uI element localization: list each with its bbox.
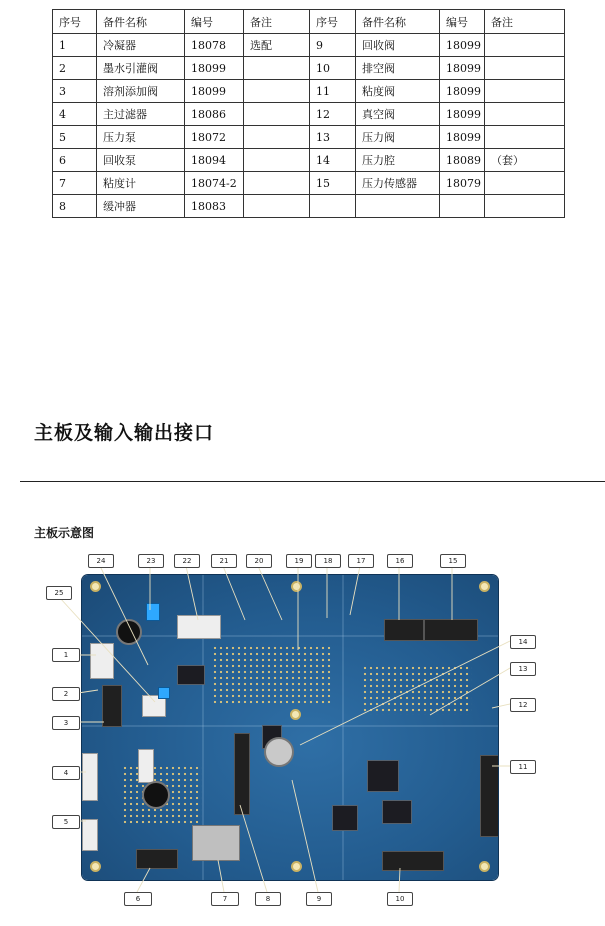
callout-22: 22: [174, 554, 200, 568]
table-header-cell: 序号: [53, 10, 97, 34]
section-divider: [20, 481, 605, 482]
table-cell: 真空阀: [356, 103, 440, 126]
table-cell: [244, 103, 310, 126]
callout-20: 20: [246, 554, 272, 568]
table-cell: [440, 195, 485, 218]
callout-3: 3: [52, 716, 80, 730]
table-row: [53, 149, 565, 172]
callout-24: 24: [88, 554, 114, 568]
table-cell: [244, 195, 310, 218]
table-cell: 18083: [185, 195, 244, 218]
table-cell: 18078: [185, 34, 244, 57]
table-cell: 18079: [440, 172, 485, 195]
table-cell: 墨水引灌阀: [97, 57, 185, 80]
callout-7: 7: [211, 892, 239, 906]
table-cell: 压力传感器: [356, 172, 440, 195]
callout-12: 12: [510, 698, 536, 712]
callout-18: 18: [315, 554, 341, 568]
table-cell: 压力腔: [356, 149, 440, 172]
table-header-cell: 备件名称: [356, 10, 440, 34]
table-cell: 粘度阀: [356, 80, 440, 103]
table-cell: 选配: [244, 34, 310, 57]
callout-17: 17: [348, 554, 374, 568]
table-header-row: [53, 10, 565, 34]
callout-23: 23: [138, 554, 164, 568]
table-cell: 压力泵: [97, 126, 185, 149]
callout-5: 5: [52, 815, 80, 829]
callout-9: 9: [306, 892, 332, 906]
table-cell: 18099: [185, 80, 244, 103]
table-cell: 18099: [440, 126, 485, 149]
table-cell: （套）: [485, 149, 565, 172]
table-cell: 18086: [185, 103, 244, 126]
table-cell: [485, 80, 565, 103]
table-row: [53, 126, 565, 149]
table-cell: 缓冲器: [97, 195, 185, 218]
table-row: [53, 172, 565, 195]
table-cell: [244, 172, 310, 195]
table-row: [53, 80, 565, 103]
table-cell: 3: [53, 80, 97, 103]
callout-11: 11: [510, 760, 536, 774]
callout-14: 14: [510, 635, 536, 649]
table-cell: 11: [310, 80, 356, 103]
table-cell: 5: [53, 126, 97, 149]
table-cell: 冷凝器: [97, 34, 185, 57]
callout-13: 13: [510, 662, 536, 676]
table-cell: [244, 80, 310, 103]
mount-hole: [479, 581, 490, 592]
table-header-cell: 序号: [310, 10, 356, 34]
callout-8: 8: [255, 892, 281, 906]
table-cell: [485, 195, 565, 218]
table-cell: 15: [310, 172, 356, 195]
table-cell: 压力阀: [356, 126, 440, 149]
mount-hole: [291, 581, 302, 592]
section-title: 主板及输入输出接口: [34, 422, 215, 444]
table-cell: 18089: [440, 149, 485, 172]
table-header-cell: 编号: [185, 10, 244, 34]
mount-hole: [291, 861, 302, 872]
table-cell: [485, 126, 565, 149]
table-cell: [485, 103, 565, 126]
table-cell: 18099: [440, 103, 485, 126]
table-cell: 13: [310, 126, 356, 149]
diagram-title: 主板示意图: [34, 526, 95, 540]
table-cell: 溶剂添加阀: [97, 80, 185, 103]
mount-hole: [90, 581, 101, 592]
table-cell: [310, 195, 356, 218]
callout-21: 21: [211, 554, 237, 568]
table-cell: 18099: [440, 80, 485, 103]
table-cell: [485, 34, 565, 57]
mount-hole: [479, 861, 490, 872]
table-header-cell: 备注: [244, 10, 310, 34]
table-cell: 排空阀: [356, 57, 440, 80]
table-cell: 18099: [440, 57, 485, 80]
parts-table: [52, 9, 565, 218]
table-cell: 9: [310, 34, 356, 57]
callout-16: 16: [387, 554, 413, 568]
table-cell: 18099: [440, 34, 485, 57]
table-cell: 粘度计: [97, 172, 185, 195]
callout-25: 25: [46, 586, 72, 600]
callout-6: 6: [124, 892, 152, 906]
table-body: [53, 34, 565, 218]
callout-2: 2: [52, 687, 80, 701]
table-cell: 18094: [185, 149, 244, 172]
table-cell: 2: [53, 57, 97, 80]
table-cell: 18074-2: [185, 172, 244, 195]
table-header-cell: 编号: [440, 10, 485, 34]
table-cell: 回收泵: [97, 149, 185, 172]
table-cell: 主过滤器: [97, 103, 185, 126]
table-cell: [356, 195, 440, 218]
callout-10: 10: [387, 892, 413, 906]
callout-4: 4: [52, 766, 80, 780]
callout-19: 19: [286, 554, 312, 568]
table-row: [53, 103, 565, 126]
main-board-image: [82, 575, 498, 880]
table-row: [53, 195, 565, 218]
table-header-cell: 备注: [485, 10, 565, 34]
table-cell: [485, 172, 565, 195]
mount-hole: [90, 861, 101, 872]
callout-1: 1: [52, 648, 80, 662]
table-cell: [244, 57, 310, 80]
table-header-cell: 备件名称: [97, 10, 185, 34]
mount-hole: [290, 709, 301, 720]
table-row: [53, 34, 565, 57]
table-cell: 6: [53, 149, 97, 172]
table-cell: 回收阀: [356, 34, 440, 57]
table-cell: 1: [53, 34, 97, 57]
table-cell: 4: [53, 103, 97, 126]
table-cell: [244, 149, 310, 172]
table-cell: 18072: [185, 126, 244, 149]
table-row: [53, 57, 565, 80]
table-cell: 8: [53, 195, 97, 218]
table-cell: 12: [310, 103, 356, 126]
table-cell: [485, 57, 565, 80]
table-cell: 18099: [185, 57, 244, 80]
table-cell: 14: [310, 149, 356, 172]
table-cell: 7: [53, 172, 97, 195]
table-cell: [244, 126, 310, 149]
callout-15: 15: [440, 554, 466, 568]
table-cell: 10: [310, 57, 356, 80]
